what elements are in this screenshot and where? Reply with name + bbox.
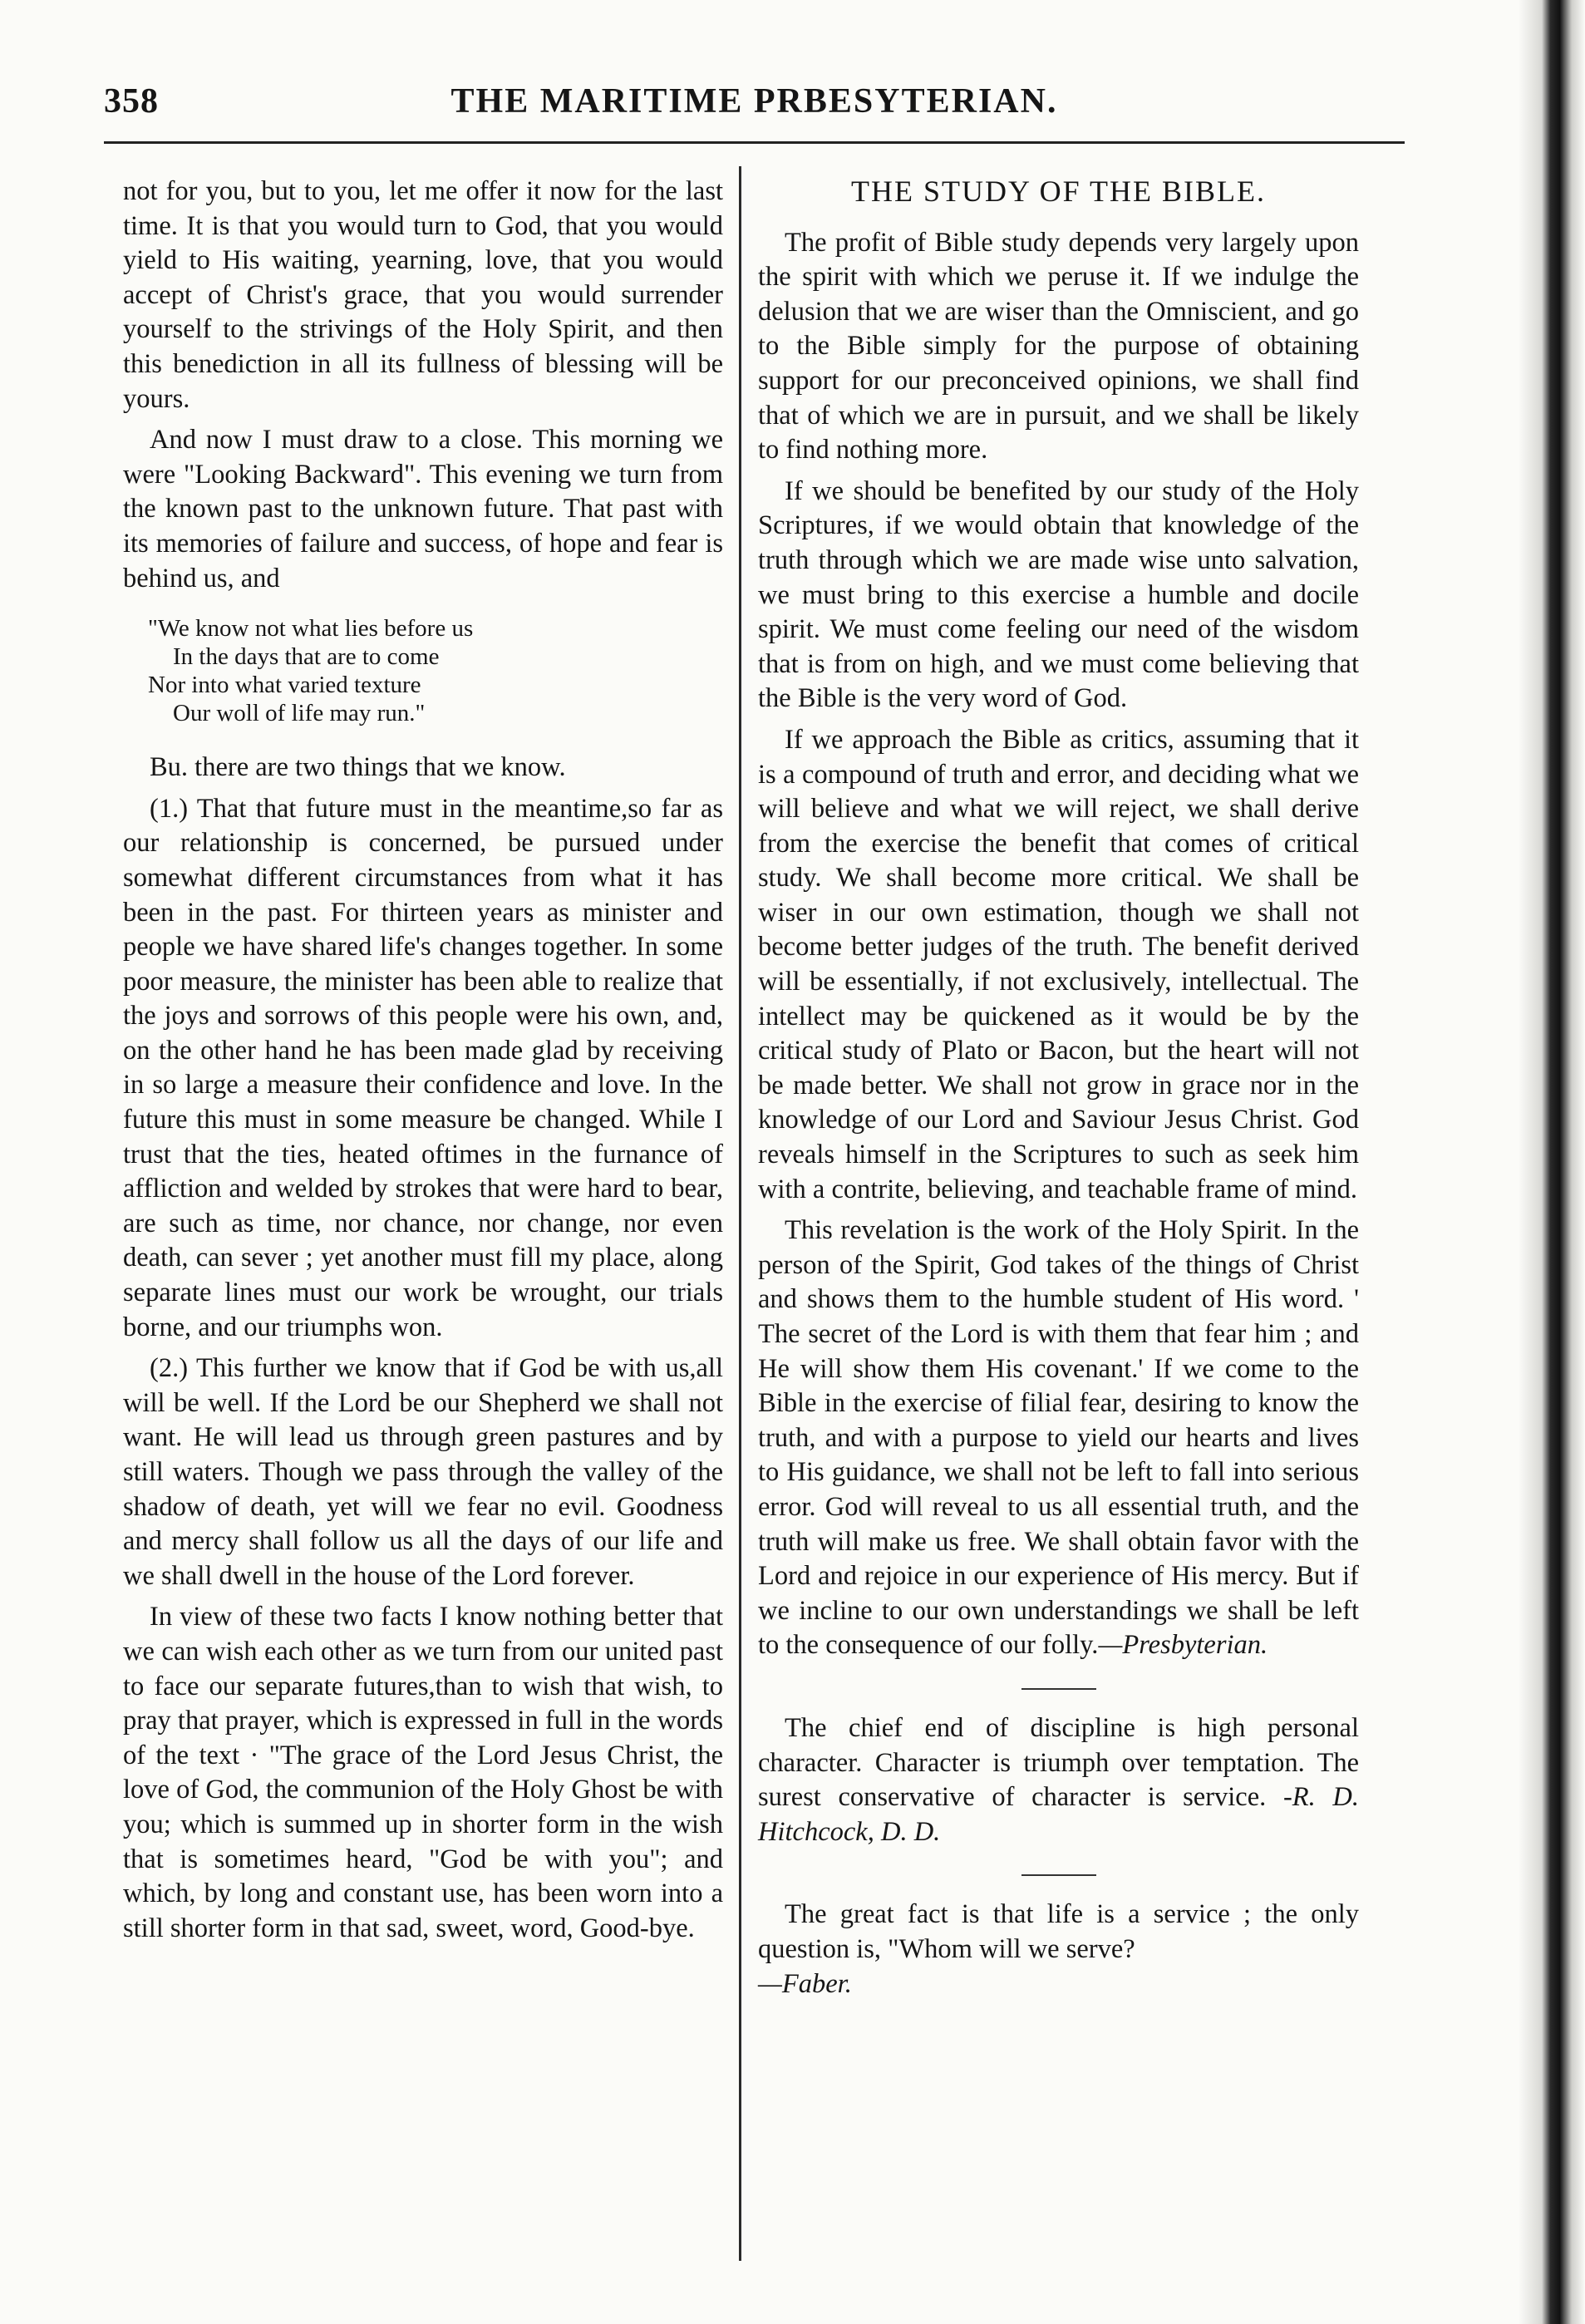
- journal-title: THE MARITIME PRBESYTERIAN.: [450, 82, 1058, 121]
- sermon-paragraph-6: In view of these two facts I know nothing better that we can wish each other as we turn from our united past to face our separate futures,than to wish that wish, to pray that prayer, which is expressed in full in the words of the text · "The grace of the Lord Jesus Christ, the love of God, the communion of the Holy Ghost be with you; which is summed up in shorter form in the wish that is sometimes heard, "God be with you"; and which, by long and constant use, has been worn into a still shorter form in that sad, sweet, word, Good-bye.: [123, 1602, 723, 1943]
- article-paragraph-4-text: This revelation is the work of the Holy Spirit. In the person of the Spirit, God takes of the things of Christ and shows them to the humble student of His word. ' The secret of the Lord is with them that fear him ; and He will show them His covenant.' If we come to the Bible in the exercise of filial fear, desiring to know the truth, and with a purpose to yield our hearts and lives to His guidance, we shall not be left to fall into serious error. God will reveal to us all essential truth, and the truth will make us free. We shall obtain favor with the Lord and rejoice in our experience of His mercy. But if we incline to our own understandings we shall be left to the consequence of our folly.: [758, 1215, 1359, 1661]
- poem-line-1: "We know not what lies before us: [148, 615, 474, 643]
- quote-service-attribution: —Faber.: [758, 1968, 852, 1999]
- article-paragraph-3: If we approach the Bible as critics, assuming that it is a compound of truth and error, and deciding what we will believe and what we will reject, we shall derive from the exercise the benefit that comes of critical study. We shall become more critical. We shall be wiser in our own estimation, though we shall not become better judges of the truth. The benefit derived will be essentially, if not exclusively, intellectual. The intellect may be quickened as it would be by the critical study of Plato or Bacon, but the heart will not be made better. We shall not grow in grace nor in the knowledge of our Lord and Saviour Jesus Christ. God reveals himself in the Scriptures to such as seek him with a contrite, believing, and teachable frame of mind.: [758, 724, 1359, 1204]
- sermon-paragraph-2: And now I must draw to a close. This morning we were "Looking Backward". This evening we turn from the known past to the unknown future. That past with its memories of failure and success, of hope and fear is behind us, and: [123, 425, 723, 593]
- separator-rule-1: [1021, 1688, 1096, 1690]
- poem-line-3: Nor into what varied texture: [148, 672, 421, 699]
- separator-rule-2: [1021, 1874, 1096, 1876]
- page-binding-edge: [1519, 0, 1585, 2324]
- header-rule: [104, 141, 1405, 144]
- poem-line-4: Our woll of life may run.": [173, 700, 426, 727]
- quote-discipline-text: The chief end of discipline is high personal character. Character is triumph over temptation. The surest conservative of character is service.: [758, 1712, 1359, 1813]
- page-header: [104, 81, 1405, 140]
- sermon-paragraph-3: Bu. there are two things that we know.: [150, 752, 566, 783]
- poem-line-2: In the days that are to come: [173, 643, 440, 671]
- article-title: THE STUDY OF THE BIBLE.: [851, 175, 1266, 208]
- right-column: [758, 175, 1359, 2008]
- quote-discipline: [758, 1711, 1359, 1849]
- sermon-paragraph-5: (2.) This further we know that if God be with us,all will be well. If the Lord be our Shepherd we shall not want. He will lead us through green pastures and by still waters. Though we pass through the valley of the shadow of death, yet will we fear no evil. Goodness and mercy shall follow us all the days of our life and we shall dwell in the house of the Lord forever.: [123, 1353, 723, 1591]
- quote-discipline-attribution: -R. D. Hitchcock, D. D.: [758, 1782, 1359, 1847]
- sermon-paragraph-4: (1.) That that future must in the meantime,so far as our relationship is concerned, be pursued under somewhat different circumstances from what it has been in the past. For thirteen years as minister and people we have shared life's changes together. In some poor measure, the minister has been able to realize that the joys and sorrows of this people were his own, and, on the other hand he has been made glad by receiving in so large a measure their confidence and love. In the future this must in some measure be changed. While I trust that the ties, heated oftimes in the furnance of affliction and welded by strokes that were hard to bear, are such as time, nor chance, nor change, nor even death, can sever ; yet another must fill my place, along separate lines must our work be wrought, our trials borne, and our triumphs won.: [123, 793, 723, 1342]
- sermon-paragraph-1: not for you, but to you, let me offer it now for the last time. It is that you would turn to God, that you would yield to His waiting, yearning, love, that you would accept of Christ's grace, that you would surrender yourself to the strivings of the Holy Spirit, and then this benediction in all its fullness of blessing will be yours.: [123, 176, 723, 414]
- quote-service-text: The great fact is that life is a service ; the only question is, "Whom will we serve?: [758, 1899, 1359, 1964]
- column-divider: [739, 166, 741, 2261]
- left-column: [123, 175, 723, 1952]
- article-paragraph-1: The profit of Bible study depends very largely upon the spirit with which we peruse it. If we indulge the delusion that we are wiser than the Omniscient, and go to the Bible simply for the purpose of obtaining support for our preconceived opinions, we shall find that of which we are in pursuit, and we shall be likely to find nothing more.: [758, 227, 1359, 465]
- quote-service: [758, 1898, 1359, 2001]
- poem-quote: [148, 614, 723, 727]
- page-number: 358: [104, 82, 159, 121]
- article-attribution: —Presbyterian.: [1098, 1630, 1268, 1661]
- article-paragraph-4: [758, 1214, 1359, 1663]
- article-paragraph-2: If we should be benefited by our study of the Holy Scriptures, if we would obtain that knowledge of the truth through which we are made wise unto salvation, we must bring to this exercise a humble and docile spirit. We must come feeling our need of the wisdom that is from on high, and we must come believing that the Bible is the very word of God.: [758, 475, 1359, 714]
